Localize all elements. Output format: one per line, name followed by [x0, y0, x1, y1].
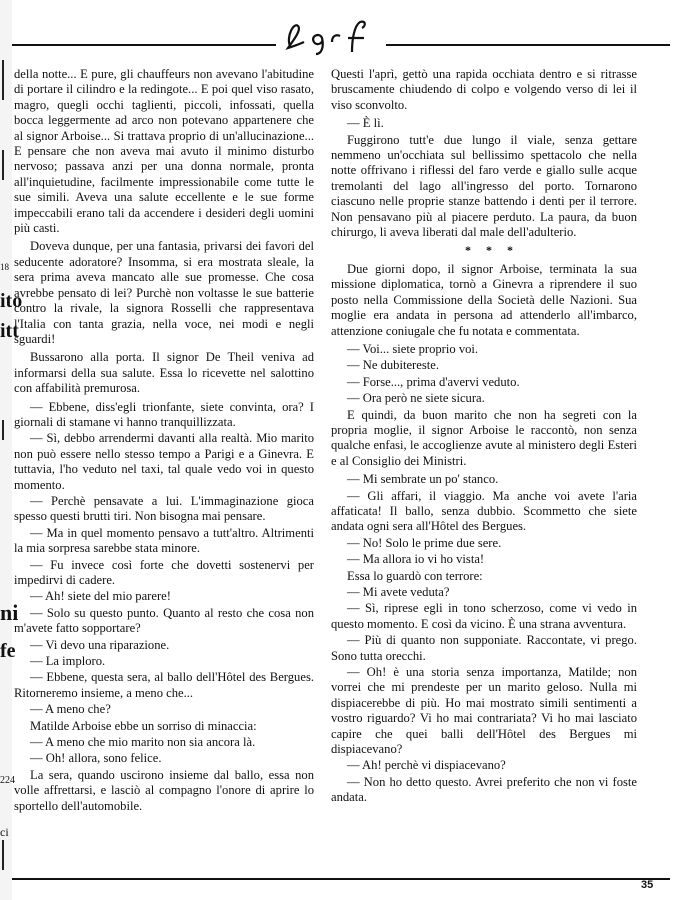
margin-mark-ci: ci	[0, 825, 9, 839]
paragraph: Due giorni dopo, il signor Arboise, terminata la sua missione diplomatica, tornò a Ginevra a riprendere il suo posto nella Commissione della Società delle Nazioni. Sua moglie era andata in persona ad attenderlo all'imbarco, attenzione coniugale che fu notata e commentata.	[331, 261, 637, 338]
margin-mark-18: 18	[0, 262, 9, 272]
margin-mark-ni: ni	[0, 600, 19, 625]
margin-mark-fe: fe	[0, 640, 16, 662]
dialogue-line: — Oh! allora, sono felice.	[30, 751, 162, 766]
footer-rule	[12, 878, 670, 880]
dialogue-line: — Mi sembrate un po' stanco.	[347, 472, 499, 487]
dialogue-line: — Ma allora io vi ho vista!	[347, 552, 485, 567]
paragraph: della notte... E pure, gli chauffeurs non avevano l'abitudine di portare il cilindro e la redingote... E poi quel viso rasato, magro, quegli occhi taglienti, piccoli, infossati, quella bocca leggermente ad arco non potevano appartenere che al signor Arboise... Si trattava proprio di un'allucinazione... E pensare che non aveva mai avuto il minimo disturbo nervoso; passava anzi per una donna normale, pronta all'inquietudine, facilmente impressionabile come tutte le sue simili. Aveva una salute eccellente e le sue forme impeccabili erano tali da accendere i desideri degli uomini più casti.	[14, 67, 314, 236]
dialogue-line: — Ah! siete del mio parere!	[30, 589, 171, 604]
dialogue-line: — Ne dubitereste.	[347, 358, 439, 373]
left-column	[14, 67, 314, 817]
paragraph: E quindi, da buon marito che non ha segreti con la propria moglie, il signor Arboise le raccontò, non senza qualche enfasi, le accoglienze avute al ministero degli Esteri e al Consiglio dei Ministri.	[331, 407, 637, 468]
margin-mark-itt: itt	[0, 320, 19, 342]
dialogue-line: — Gli affari, il viaggio. Ma anche voi avete l'aria affaticata! Il ballo, senza dubbio. Scommetto che siete andata ogni sera all'Hôtel des Bergues.	[331, 488, 637, 534]
dialogue-line: — Ebbene, questa sera, al ballo dell'Hôtel des Bergues. Ritorneremo insieme, a meno che...	[14, 670, 314, 700]
right-column	[331, 67, 637, 807]
dialogue-line: — No! Solo le prime due sere.	[347, 535, 502, 550]
magazine-logo-svg	[276, 16, 386, 56]
page-number: 35	[641, 879, 654, 891]
dialogue-line: — Sì, riprese egli in tono scherzoso, come vi vedo in questo momento. E così da vicino. È una strana avventura.	[331, 601, 637, 631]
dialogue-line: — Forse..., prima d'avervi veduto.	[347, 374, 520, 389]
dialogue-line: — Sì, debbo arrendermi davanti alla realtà. Mio marito non può essere nello stesso tempo a Parigi e a Ginevra. E tuttavia, l'ho veduto nel taxi, tal quale vedo voi in questo momento.	[14, 431, 314, 492]
dialogue-line: — Non ho detto questo. Avrei preferito che non vi foste andata.	[331, 774, 637, 805]
dialogue-line: — È lì.	[347, 116, 384, 131]
paragraph: Questi l'aprì, gettò una rapida occhiata dentro e si ritrasse bruscamente chiudendo di colpo e volgendo verso di lei il viso sconvolto.	[331, 67, 637, 112]
dialogue-line: — Vi devo una riparazione.	[30, 637, 170, 652]
dialogue-line: — Ebbene, diss'egli trionfante, siete convinta, ora? I giornali di stamane vi hanno tranquillizzata.	[14, 399, 314, 429]
dialogue-line: — Ora però ne siete sicura.	[347, 391, 485, 406]
dialogue-line: — Perchè pensavate a lui. L'immaginazione gioca spesso questi brutti tiri. Non bisogna mai pensare.	[14, 493, 314, 524]
narration-line: Essa lo guardò con terrore:	[347, 568, 483, 583]
paragraph: Fuggirono tutt'e due lungo il viale, senza gettare nemmeno un'occhiata sul bellissimo spettacolo che nella notte offrivano i riflessi del faro verde e giallo sulle acque tremolanti del lago all'ingresso del porto. Tornarono ciascuno nelle proprie stanze battendo i denti per il terrore. Non pensavano più al piacere perduto. La paura, da buon chirurgo, li aveva liberati dal male dell'adulterio.	[331, 132, 637, 240]
dialogue-line: — A meno che?	[30, 702, 111, 717]
dialogue-line: — Solo su questo punto. Quanto al resto che cosa non m'avete fatto sopportare?	[14, 605, 314, 636]
section-separator: * * *	[465, 243, 519, 258]
dialogue-line: — Più di quanto non supponiate. Raccontate, vi prego. Sono tutta orecchi.	[331, 633, 637, 663]
dialogue-line: — Voi... siete proprio voi.	[347, 341, 479, 356]
margin-mark-224: 224	[0, 775, 15, 786]
dialogue-line: — A meno che mio marito non sia ancora là.	[30, 735, 256, 750]
dialogue-line: — La imploro.	[30, 654, 106, 669]
dialogue-line: — Fu invece così forte che dovetti sostenervi per impedirvi di cadere.	[14, 557, 314, 587]
narration-line: Matilde Arboise ebbe un sorriso di minaccia:	[30, 718, 257, 733]
paragraph: Bussarono alla porta. Il signor De Theil veniva ad informarsi della sua salute. Essa lo ricevette nel salottino con affabilità premurosa.	[14, 350, 314, 396]
paragraph: Doveva dunque, per una fantasia, privarsi dei favori del seducente adoratore? Insomma, si era mostrata sleale, la sera prima aveva mancato alle sue promesse. Che cosa avrebbe pensato di lei? Purchè non voltasse le sue batterie contro la rivale, la signora Rosselli che rappresentava l'Italia con tanta grazia, nella voce, nei modi e negli sguardi!	[14, 239, 314, 346]
magazine-logo	[276, 16, 386, 56]
dialogue-line: — Ma in quel momento pensavo a tutt'altro. Altrimenti la mia sorpresa sarebbe stata minore.	[14, 525, 314, 556]
margin-mark-ito: ito	[0, 290, 23, 312]
dialogue-line: — Mi avete veduta?	[347, 585, 450, 599]
paragraph: La sera, quando uscirono insieme dal ballo, essa non volle affrettarsi, e lasciò al compagno l'onore di aprire lo sportello dell'automobile.	[14, 767, 314, 813]
dialogue-line: — Oh! è una storia senza importanza, Matilde; non vorrei che mi prendeste per un marito geloso. Nulla mi dispiacerebbe di più. Ho mai mostrato simili sentimenti a vostro riguardo? Vi ho mai contrariata? Vi ho mai lasciato capire che quei balli dell'Hôtel des Bergues mi dispiacevano?	[331, 665, 637, 757]
dialogue-line: — Ah! perchè vi dispiacevano?	[347, 758, 506, 773]
